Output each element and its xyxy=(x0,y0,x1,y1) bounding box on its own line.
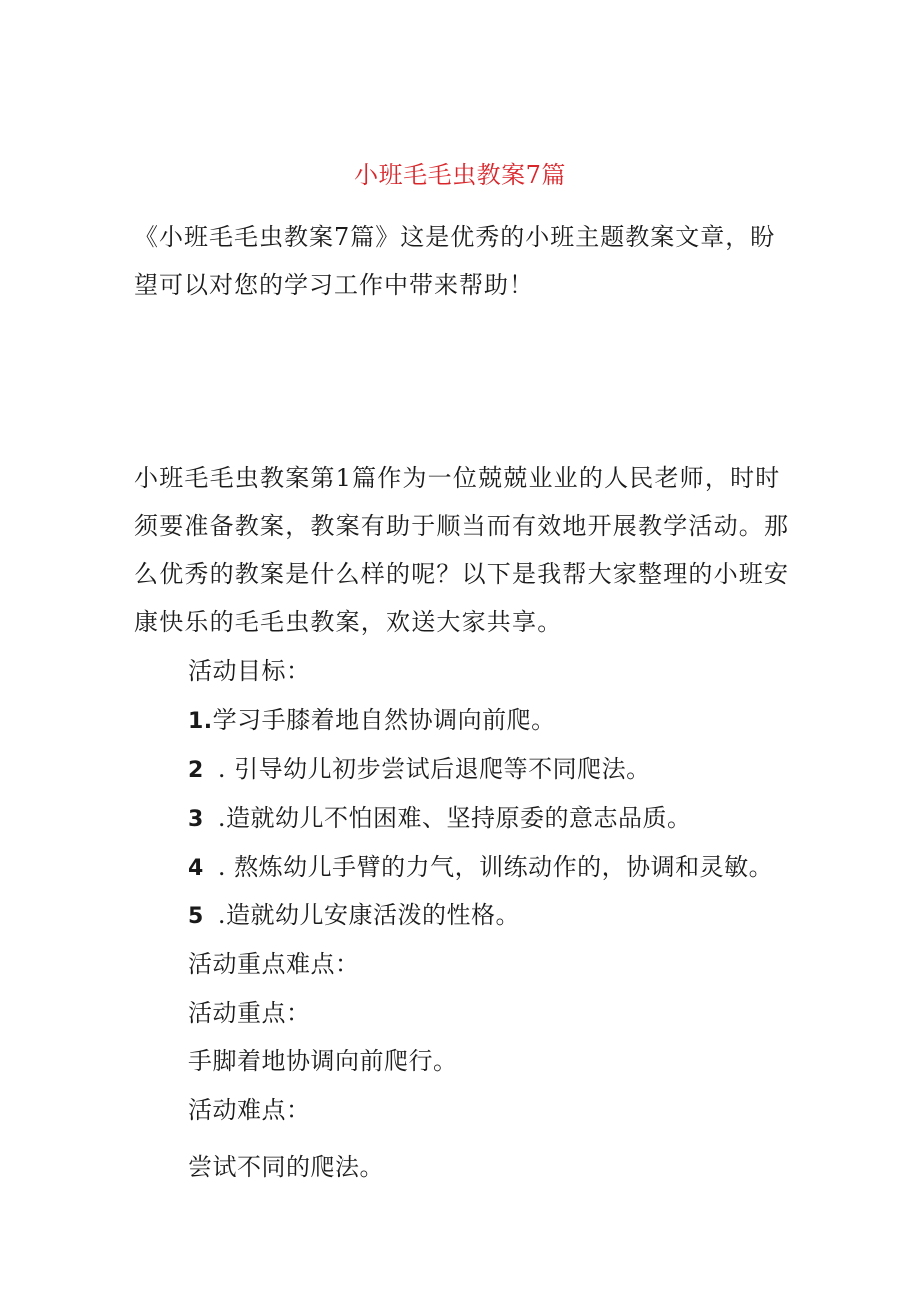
key-heading: 活动重点： xyxy=(188,999,311,1027)
goal-text: .造就幼儿安康活泼的性格。 xyxy=(217,901,520,929)
goal-text: . 熬炼幼儿手臂的力气，训练动作的，协调和灵敏。 xyxy=(217,853,774,881)
difficult-heading: 活动难点： xyxy=(188,1096,311,1124)
goal-item-2 xyxy=(188,752,651,788)
goal-number: 5 xyxy=(188,904,204,929)
document-title: 小班毛毛虫教案7篇 xyxy=(354,161,566,189)
goal-number: 1. xyxy=(188,709,213,734)
paragraph-1: 小班毛毛虫教案第1篇作为一位兢兢业业的人民老师，时时须要准备教案，教案有助于顺当而有效地开展教学活动。那么优秀的教案是什么样的呢？以下是我帮大家整理的小班安康快乐的毛毛虫教案，欢送大家共享。 xyxy=(134,464,790,636)
goal-item-1 xyxy=(188,703,556,739)
goal-number: 3 xyxy=(188,807,204,832)
goal-text: .造就幼儿不怕困难、坚持原委的意志品质。 xyxy=(217,804,692,832)
goal-text: 学习手膝着地自然协调向前爬。 xyxy=(212,706,556,734)
goal-item-3 xyxy=(188,801,691,837)
difficult-text: 尝试不同的爬法。 xyxy=(188,1153,384,1181)
goal-number: 4 xyxy=(188,856,204,881)
intro-paragraph: 《小班毛毛虫教案7篇》这是优秀的小班主题教案文章，盼望可以对您的学习工作中带来帮助！ xyxy=(134,223,776,299)
key-difficult-heading: 活动重点难点： xyxy=(188,950,360,978)
goals-heading: 活动目标： xyxy=(188,657,311,685)
goal-item-5 xyxy=(188,898,520,934)
goal-item-4 xyxy=(188,850,773,886)
goal-text: . 引导幼儿初步尝试后退爬等不同爬法。 xyxy=(217,755,651,783)
key-text: 手脚着地协调向前爬行。 xyxy=(188,1047,458,1075)
goal-number: 2 xyxy=(188,758,204,783)
